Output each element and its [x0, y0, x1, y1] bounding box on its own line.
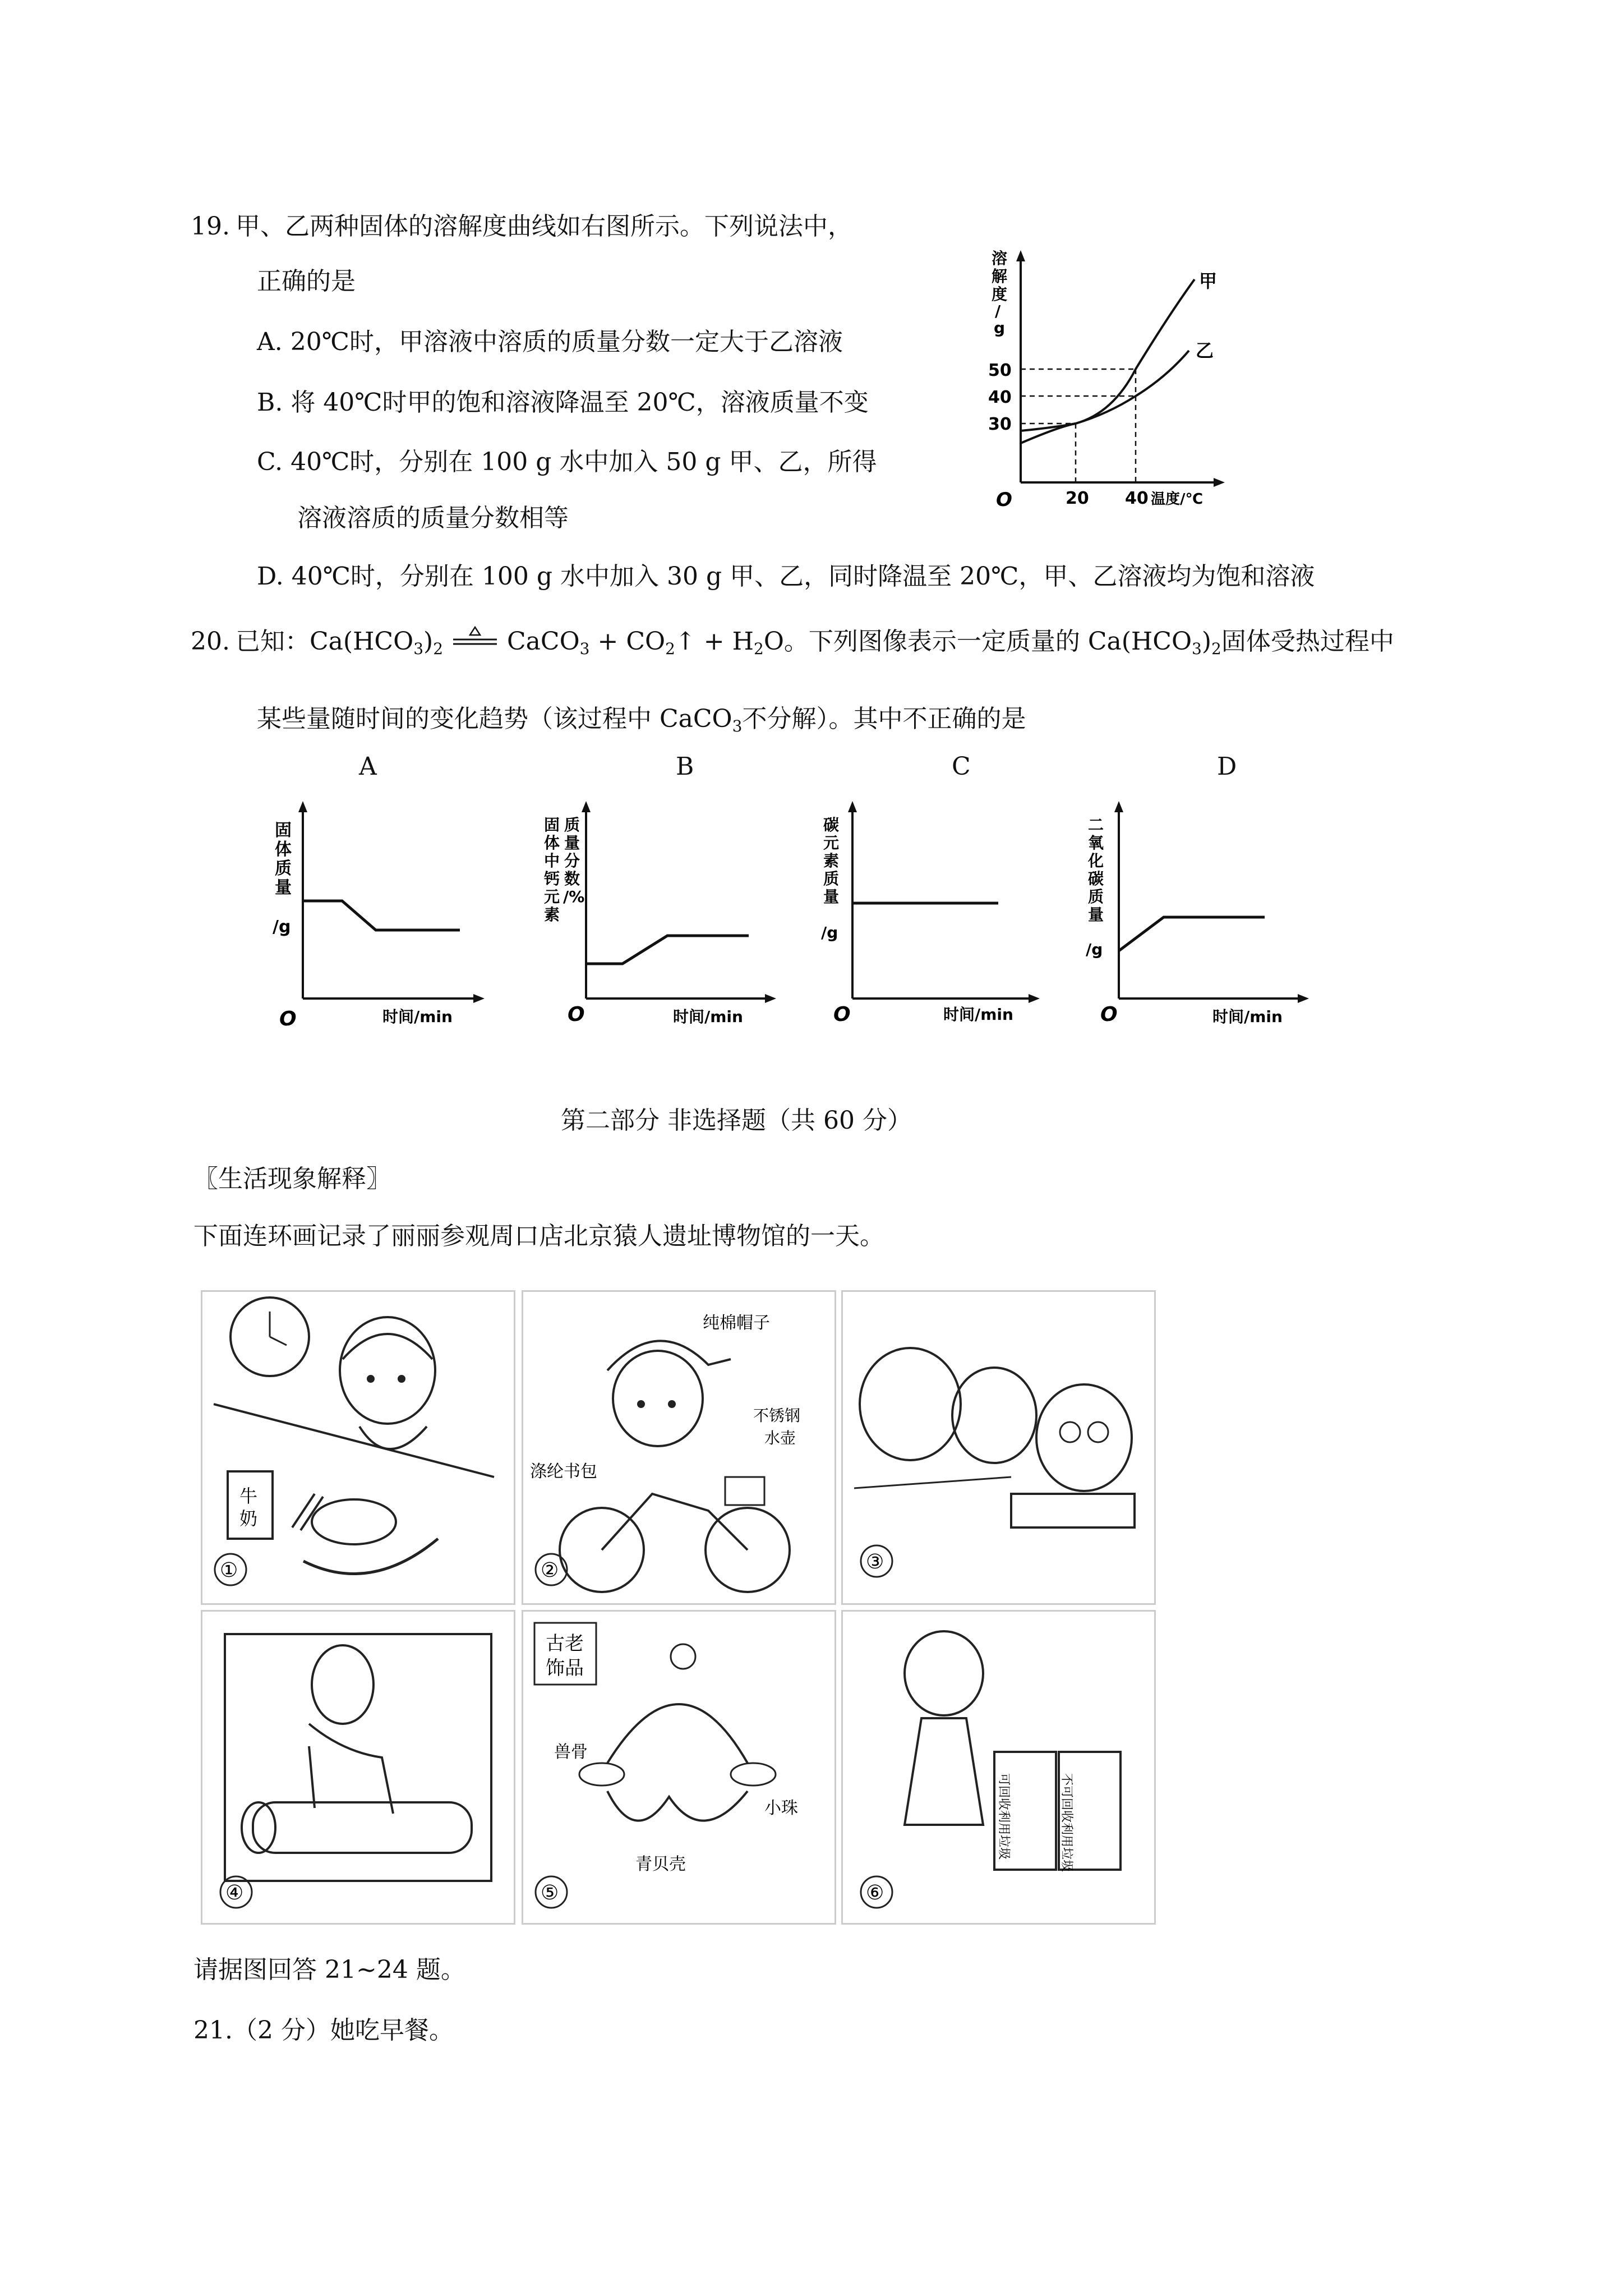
ylabel-char: 分	[564, 852, 580, 870]
curve-jia	[1021, 279, 1195, 443]
girl-dress	[905, 1718, 983, 1825]
bread-plate	[312, 1499, 396, 1544]
solubility-chart	[976, 247, 1245, 510]
necklace-illustration	[523, 1612, 834, 1923]
caveman-head	[312, 1645, 374, 1724]
ylabel-char: 碳	[1088, 869, 1104, 888]
sub: 3	[413, 639, 424, 658]
girl-head	[613, 1351, 703, 1446]
ytick: 30	[988, 415, 1012, 434]
bin-label: 不可回收利用垃圾	[1059, 1773, 1073, 1872]
comic-panel-3	[841, 1290, 1156, 1605]
ylabel-char: /	[995, 302, 1001, 320]
sub: 3	[1192, 639, 1202, 658]
panel-number: ②	[541, 1559, 559, 1582]
ylabel-char: 量	[564, 834, 580, 852]
graph-b	[522, 791, 791, 1032]
series-label-jia: 甲	[1199, 270, 1218, 292]
ylabel-char: 质	[275, 859, 292, 878]
q19-stem-line2: 正确的是	[257, 267, 356, 296]
ylabel-char: 量	[1088, 905, 1104, 924]
graph-a	[252, 791, 505, 1032]
ylabel-char: 化	[1088, 852, 1104, 870]
q21-text: 21.（2 分）她吃早餐。	[193, 2016, 454, 2045]
xlabel: 时间/min	[673, 1007, 743, 1026]
q19-option-b	[257, 385, 869, 421]
skull-stand	[1011, 1494, 1135, 1527]
xtick: 40	[1125, 489, 1149, 508]
hat-label: 纯棉帽子	[703, 1313, 770, 1333]
ytick: 50	[988, 361, 1012, 380]
q20-line1: 已知：Ca(HCO3)2 CaCO3 + CO2↑ + H2O。下列图像表示一定质量的 Ca(HCO3)2固体受热过程中	[236, 624, 1394, 667]
ylabel-char: 量	[823, 887, 840, 906]
sub: 2	[433, 639, 444, 658]
answer-instruction: 请据图回答 21~24 题。	[193, 1955, 465, 1984]
eq-part: 不分解）。其中不正确的是	[742, 705, 1026, 733]
option-text: 40℃时，分别在 100 g 水中加入 50 g 甲、乙，所得	[291, 448, 877, 476]
ylabel-char: /g	[1086, 940, 1103, 959]
xlabel: 时间/min	[1212, 1007, 1283, 1026]
necklace-string	[607, 1704, 748, 1763]
graph-d	[1066, 791, 1329, 1032]
ytick: 40	[988, 388, 1012, 407]
section-title: 〖生活现象解释〗	[193, 1165, 391, 1193]
eq-part: 固体受热过程中	[1221, 627, 1394, 656]
graph-b-line	[586, 936, 749, 964]
sub: 3	[732, 717, 743, 735]
option-label: C.	[257, 448, 283, 476]
panel-number: ④	[225, 1881, 244, 1904]
bone-bead	[731, 1763, 776, 1786]
q20-option-d: D	[1217, 752, 1237, 781]
shell-label: 青贝壳	[635, 1855, 686, 1874]
graph-c	[796, 791, 1060, 1032]
eq-part: CaCO	[507, 627, 580, 656]
q19-option-c-cont: 溶液溶质的质量分数相等	[297, 504, 569, 532]
y-axis-arrow	[1016, 250, 1025, 261]
comic-panel-2	[522, 1290, 836, 1605]
sign-label: 古老	[546, 1632, 584, 1655]
log	[253, 1802, 472, 1853]
comic-panel-1	[201, 1290, 515, 1605]
ylabel-char: 氧	[1088, 834, 1104, 852]
origin-label: O	[996, 489, 1012, 510]
ylabel-char: 元	[544, 887, 560, 906]
ylabel-char: 中	[544, 852, 560, 870]
bead-label: 小珠	[764, 1798, 798, 1818]
ylabel-char: 质	[564, 816, 580, 834]
ylabel-char: 量	[275, 878, 292, 898]
bottle-label: 水壶	[764, 1429, 796, 1447]
panel-number: ⑤	[541, 1881, 559, 1904]
ylabel-char: g	[994, 319, 1006, 337]
xlabel: 时间/min	[382, 1007, 453, 1026]
sub: 2	[1211, 639, 1221, 658]
q19-number: 19.	[191, 212, 230, 241]
ylabel-char: 固	[275, 821, 292, 840]
sign-label: 饰品	[546, 1657, 584, 1680]
xtick: 20	[1066, 489, 1089, 508]
banana	[303, 1539, 438, 1574]
breakfast-illustration	[202, 1292, 514, 1603]
fire-drill	[309, 1746, 315, 1808]
eq-part: 已知：Ca(HCO	[236, 627, 414, 656]
graph-d-line	[1119, 917, 1265, 951]
q20-option-c: C	[952, 752, 971, 781]
q20-option-a: A	[359, 752, 377, 781]
girl-head	[860, 1348, 961, 1460]
ylabel-char: 质	[823, 869, 840, 888]
bike-basket	[725, 1477, 764, 1505]
bin-label: 可回收利用垃圾	[997, 1773, 1011, 1860]
ylabel-char: 固	[544, 816, 560, 834]
sub: 2	[665, 639, 675, 658]
friend-head	[952, 1368, 1036, 1463]
milk-label: 牛	[239, 1485, 258, 1507]
option-text: 40℃时，分别在 100 g 水中加入 30 g 甲、乙，同时降温至 20℃，甲、乙溶液均为饱和溶液	[291, 562, 1315, 591]
origin-label: O	[279, 1007, 297, 1030]
ylabel-char: 数	[564, 869, 580, 888]
bone-bead	[579, 1763, 624, 1786]
comic-panel-5	[522, 1610, 836, 1925]
ylabel-char: 解	[992, 267, 1008, 286]
ylabel-char: /g	[273, 917, 291, 937]
origin-label: O	[568, 1003, 585, 1026]
ylabel-char: 体	[275, 840, 292, 859]
milk-label: 奶	[239, 1508, 258, 1529]
bone-label: 兽骨	[554, 1742, 588, 1762]
origin-label: O	[1100, 1003, 1118, 1026]
q19-stem-line1: 甲、乙两种固体的溶解度曲线如右图所示。下列说法中，	[236, 212, 852, 241]
comic-panel-4	[201, 1610, 515, 1925]
ylabel-char: 二	[1088, 816, 1104, 834]
intro-text: 下面连环画记录了丽丽参观周口店北京猿人遗址博物馆的一天。	[193, 1222, 884, 1250]
option-label: B.	[257, 388, 283, 417]
q19-option-a	[257, 324, 843, 360]
q20-number: 20.	[191, 627, 230, 656]
ylabel-char: 质	[1088, 887, 1104, 906]
bag-label: 涤纶书包	[530, 1462, 597, 1481]
ylabel-char: 素	[823, 852, 840, 870]
xlabel: 时间/min	[943, 1005, 1013, 1024]
ylabel-char: 度	[992, 285, 1008, 303]
eq-part: + CO	[597, 627, 666, 656]
bottle-label: 不锈钢	[753, 1406, 801, 1425]
origin-label: O	[833, 1003, 851, 1026]
option-text: 将 40℃时甲的饱和溶液降温至 20℃，溶液质量不变	[291, 388, 869, 417]
ylabel-char: 素	[544, 905, 560, 924]
q19-option-d	[257, 559, 1315, 595]
sub: 3	[579, 639, 590, 658]
graph-a-line	[303, 901, 460, 930]
museum-skull-illustration	[843, 1292, 1154, 1603]
eq-part: ↑ + H	[675, 627, 754, 656]
series-label-yi: 乙	[1196, 340, 1214, 361]
ylabel-char: 钙	[544, 869, 560, 888]
shell-row	[607, 1791, 748, 1821]
x-axis-arrow	[1214, 478, 1225, 487]
eq-part: 某些量随时间的变化趋势（该过程中 CaCO	[257, 705, 732, 733]
recycling-illustration	[843, 1612, 1154, 1923]
heat-arrow	[451, 620, 499, 656]
fire-making-illustration	[202, 1612, 514, 1923]
ylabel-char: /%	[563, 887, 585, 906]
q20-line2	[257, 701, 1026, 744]
cycling-illustration	[523, 1292, 834, 1603]
panel-number: ③	[866, 1550, 884, 1573]
ylabel-char: /g	[821, 923, 838, 942]
option-label: D.	[257, 562, 284, 591]
ylabel-char: 元	[823, 834, 840, 852]
ylabel-char: 溶	[992, 249, 1008, 268]
comic-panel-6	[841, 1610, 1156, 1925]
q19-option-c	[257, 444, 877, 480]
option-text: 20℃时，甲溶液中溶质的质量分数一定大于乙溶液	[290, 328, 843, 356]
panel-number: ①	[220, 1559, 238, 1582]
skull	[1036, 1384, 1132, 1491]
ylabel-char: 体	[544, 834, 560, 852]
q20-option-b: B	[676, 752, 694, 781]
xlabel: 温度/℃	[1151, 491, 1203, 508]
ylabel-char: 碳	[823, 816, 840, 834]
girl-head	[905, 1631, 983, 1715]
part2-heading: 第二部分 非选择题（共 60 分）	[561, 1106, 912, 1135]
option-label: A.	[257, 328, 283, 356]
panel-number: ⑥	[866, 1881, 884, 1904]
eq-part: O。下列图像表示一定质量的 Ca(HCO	[763, 627, 1192, 656]
curve-yi	[1021, 351, 1189, 431]
sub: 2	[753, 639, 764, 658]
